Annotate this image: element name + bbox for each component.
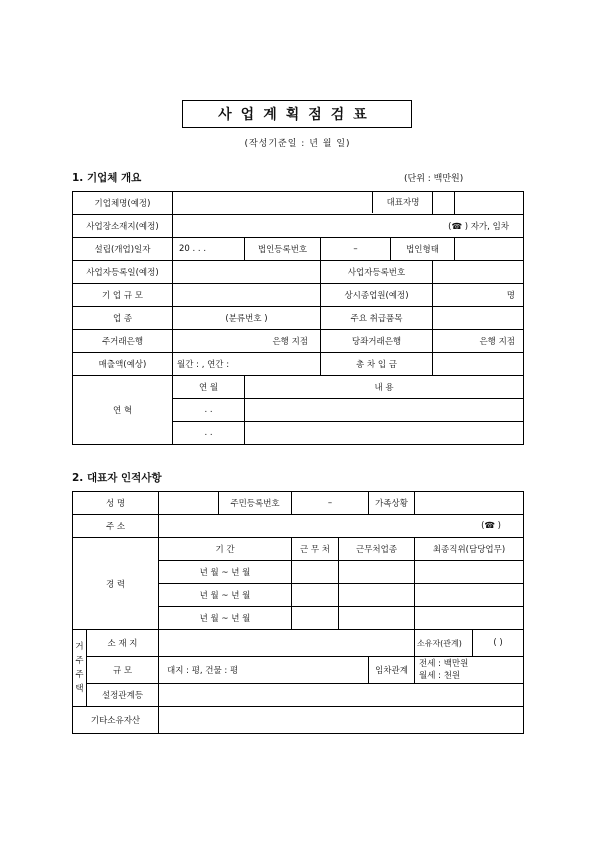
corp-type-field[interactable]: [455, 238, 524, 261]
biz-reg-no-label: 사업자등록번호: [321, 261, 433, 284]
address-field[interactable]: (☎ ): [159, 515, 524, 538]
total-investment-field[interactable]: [433, 353, 524, 376]
location-label: 사업장소재지(예정): [73, 215, 173, 238]
name-field[interactable]: [159, 492, 219, 515]
main-products-label: 주요 취급품목: [321, 307, 433, 330]
career-period-header: 기 간: [159, 538, 292, 561]
career-workplace-2[interactable]: [292, 584, 339, 607]
history-content-header: 내 용: [245, 376, 524, 399]
jeonse-text: 전세 : 백만원: [419, 659, 469, 669]
history-label: 연 혁: [73, 376, 173, 445]
industry-field[interactable]: (분류번호 ): [173, 307, 321, 330]
career-label: 경 력: [73, 538, 159, 630]
contact-bank-label: 당좌거래은행: [321, 330, 433, 353]
other-assets-label: 기타소유자산: [73, 707, 159, 734]
reference-date-line: (작성기준일 : 년 월 일): [244, 139, 351, 149]
scale-field[interactable]: 대지 : 평, 건물 : 평: [159, 657, 369, 684]
corp-reg-no-label: 법인등록번호: [245, 238, 321, 261]
main-products-field[interactable]: [433, 307, 524, 330]
mortgage-label: 설정관계등: [87, 684, 159, 707]
company-size-label: 기 업 규 모: [73, 284, 173, 307]
company-name-label: 기업체명(예정): [73, 192, 173, 215]
representative-label: [433, 192, 455, 215]
established-label: 설립(개업)일자: [73, 238, 173, 261]
biz-reg-date-label: 사업자등록일(예정): [73, 261, 173, 284]
corp-reg-no-field[interactable]: –: [321, 238, 391, 261]
mortgage-field[interactable]: [159, 684, 524, 707]
company-overview-table: [72, 191, 524, 445]
industry-label: 업 종: [73, 307, 173, 330]
section1-heading: 1. 기업체 개요: [72, 172, 142, 184]
career-industry-2[interactable]: [339, 584, 415, 607]
residence-location-label: 소 재 지: [87, 630, 159, 657]
career-workplace-3[interactable]: [292, 607, 339, 630]
family-field[interactable]: [415, 492, 524, 515]
established-field[interactable]: 20 . . .: [173, 238, 245, 261]
history-content-1[interactable]: [245, 399, 524, 422]
career-period-3[interactable]: 년 월 ~ 년 월: [159, 607, 292, 630]
sales-label: 매출액(예상): [73, 353, 173, 376]
residence-location-field[interactable]: [159, 630, 415, 657]
name-label: 성 명: [73, 492, 159, 515]
career-period-2[interactable]: 년 월 ~ 년 월: [159, 584, 292, 607]
location-field[interactable]: (☎ ) 자가, 임차: [173, 215, 524, 238]
history-date-1[interactable]: . .: [173, 399, 245, 422]
career-industry-1[interactable]: [339, 561, 415, 584]
owner-field[interactable]: ( ): [473, 630, 524, 657]
family-label: 가족상황: [369, 492, 415, 515]
career-position-1[interactable]: [415, 561, 524, 584]
career-workplace-header: 근 무 처: [292, 538, 339, 561]
total-investment-label: 총 차 입 금: [321, 353, 433, 376]
career-period-1[interactable]: 년 월 ~ 년 월: [159, 561, 292, 584]
owner-label: 소유자(관계): [415, 630, 473, 657]
representative-info-table: [72, 491, 524, 734]
resident-no-label: 주민등록번호: [219, 492, 292, 515]
history-date-2[interactable]: . .: [173, 422, 245, 445]
history-content-2[interactable]: [245, 422, 524, 445]
representative-field[interactable]: [455, 192, 524, 215]
residence-label: 거주주택: [73, 630, 87, 707]
employees-field[interactable]: 명: [433, 284, 524, 307]
career-industry-3[interactable]: [339, 607, 415, 630]
sales-field[interactable]: 월간 : , 연간 :: [173, 353, 321, 376]
contact-bank-field[interactable]: 은행 지점: [433, 330, 524, 353]
resident-no-field[interactable]: –: [292, 492, 369, 515]
career-position-2[interactable]: [415, 584, 524, 607]
document-title: 사업계획점검표: [182, 100, 412, 128]
career-position-header: 최종직위(담당업무): [415, 538, 524, 561]
other-assets-field[interactable]: [159, 707, 524, 734]
career-position-3[interactable]: [415, 607, 524, 630]
company-size-field[interactable]: [173, 284, 321, 307]
corp-type-label: 법인형태: [391, 238, 455, 261]
scale-label: 규 모: [87, 657, 159, 684]
lease-field[interactable]: [415, 657, 524, 684]
lease-label: 임차관계: [369, 657, 415, 684]
representative-label-text: 대표자명: [372, 191, 433, 213]
career-industry-header: 근무처업종: [339, 538, 415, 561]
address-label: 주 소: [73, 515, 159, 538]
main-bank-label: 주거래은행: [73, 330, 173, 353]
unit-note: (단위 : 백만원): [404, 174, 464, 184]
biz-reg-date-field[interactable]: [173, 261, 321, 284]
career-workplace-1[interactable]: [292, 561, 339, 584]
history-date-header: 연 월: [173, 376, 245, 399]
biz-reg-no-field[interactable]: [433, 261, 524, 284]
employees-label: 상시종업원(예정): [321, 284, 433, 307]
section2-heading: 2. 대표자 인적사항: [72, 472, 162, 484]
wolse-text: 월세 : 천원: [419, 671, 461, 681]
main-bank-field[interactable]: 은행 지점: [173, 330, 321, 353]
